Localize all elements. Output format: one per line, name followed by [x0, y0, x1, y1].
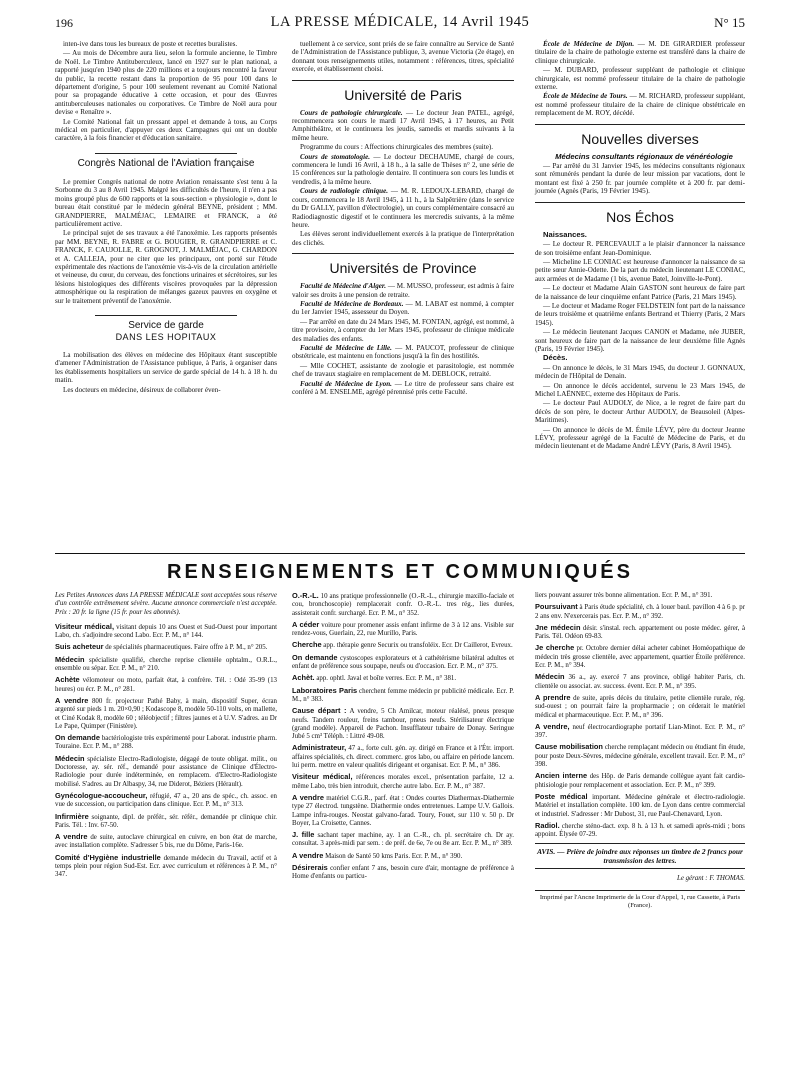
classified-ad — [55, 697, 277, 731]
ad-text: A vendre, 5 Ch Amilcar, moteur réalésé, pneus presque neufs. Tandem rouleur, freins tambour, pneus neufs. Stérilisateur électrique (grand modèle). Appareil de Pachon. Insufflateur tubaire de Donay. Seringue Jubé 5 cm³ Téléph. : Littré 49-08. — [292, 708, 514, 741]
subsection-title: Décès. — [543, 353, 568, 363]
paragraph: — Le docteur et Madame Alain GASTON sont heureux de faire part de la naissance de leur cinquième enfant Patrice (Paris, 21 Mars 1945). — [535, 284, 745, 301]
classified-ad — [55, 643, 277, 652]
item-heading: Faculté de Médecine de Lille. — [300, 343, 392, 352]
paragraph: — On annonce le décès accidentel, survenu le 23 Mars 1945, de Michel LAËNNEC, externe des Hôpitaux de Paris. — [535, 381, 745, 398]
ad-keyword: Visiteur médical, — [292, 772, 353, 782]
ad-keyword: Comité d'Hygiène industrielle — [55, 852, 161, 862]
paragraph: Le Comité National fait un pressant appel et demande à tous, au Corps médical en particulier, d'appuyer ces deux Campagnes qui ont un double caractère, à la fois financier et d'éducation sanitaire. — [55, 117, 277, 143]
journal-title: LA PRESSE MÉDICALE, 14 Avril 1945 — [270, 14, 530, 30]
item-heading: École de Médecine de Tours. — [543, 92, 628, 101]
item-text: — M. DE GIRARDIER professeur titulaire de la chaire de pathologie externe est transféré dans la chaire de clinique chirurgicale. — [535, 40, 745, 65]
paragraph: La mobilisation des élèves en médecine des Hôpitaux étant susceptible d'amener l'Administration de l'Assistance publique, à Paris, à organiser dans les établissements hospitaliers un service de garde spécial de 14 h. à 18 h. du matin. — [55, 350, 277, 385]
classified-ad — [55, 755, 277, 789]
ad-keyword: Jne médecin — [535, 622, 581, 632]
ad-text: 47 a., forte cult. gén. ay. dirigé en France et à l'Étr. import. affaires spécialités, ch. direct. commerc. gros labo, ou affaire en période lancem. lui perm. mettre en valeur qualités dirigeant et organisat. Ecr. P. M., n° 386. — [292, 745, 514, 770]
classified-ad — [535, 723, 745, 741]
printer-line: Imprimé par l'Ancne Imprimerie de la Cour d'Appel, 1, rue Cassette, à Paris (France). — [535, 890, 745, 911]
ad-text: visitant depuis 10 ans Ouest et Sud-Ouest pour important Labo, ch. s'adjoindre second Labo. Ecr. P. M., n° 144. — [55, 623, 277, 640]
classified-ad — [535, 772, 745, 790]
section-header — [292, 80, 514, 103]
paragraph: — Mlle COCHET, assistante de zoologie et parasitologie, est nommée chef de travaux stagiaire en remplacement de M. DEBLOCK, retraité. — [292, 361, 514, 379]
item-heading: Faculté de Médecine de Bordeaux. — [300, 299, 404, 308]
ad-text: pr. Octobre dernier délai acheter cabinet Homéopathique de médecin très grosse clientèle, avec appartement, quartier Étoile préférence. Ecr. P. M., n° 394. — [535, 645, 746, 670]
ad-keyword: Médecin — [535, 672, 565, 682]
ad-keyword: A vendre — [292, 792, 324, 802]
ad-keyword: Administrateur, — [292, 743, 347, 753]
paragraph — [292, 187, 514, 229]
ad-keyword: A prendre — [535, 692, 571, 702]
paragraph: — Le médecin lieutenant Jacques CANON et Madame, née JUBER, sont heureux de faire part de la naissance de leur deuxième fille Agnès (Paris, 19 Février 1945). — [535, 328, 745, 353]
ad-keyword: On demande — [55, 733, 100, 743]
ads-column-1 — [55, 592, 277, 883]
ad-text: sachant taper machine, ay. 1 an C.-R., ch. pl. secrétaire ch. Dr ay. consultat. 3 après-midi par sem. : de préf. de 6e, 7e ou 8e arr. Ecr. P. M., n° 389. — [292, 832, 515, 848]
ad-keyword: Poste médical — [535, 791, 588, 801]
divider — [535, 124, 745, 125]
ad-text: app. ophtl. Javal et boîte verres. Ecr. P. M., n° 381. — [314, 675, 457, 683]
ad-keyword: Laboratoires Paris — [292, 685, 358, 695]
ad-text: à Paris étude spécialité, ch. à louer baul. pavillon 4 à 6 p. pr 2 ans env. N'exercerais pas. Ecr. P. M., n° 392. — [535, 604, 745, 620]
ad-text: confier enfant 7 ans, besoin cure d'air, montagne de préférence à Home d'enfants ou particu- — [292, 865, 514, 881]
ads-column-3 — [535, 592, 745, 910]
classified-ad — [292, 707, 514, 741]
item-text: — M. MUSSO, professeur, est admis à faire valoir ses droits à une pension de retraite. — [292, 282, 514, 299]
ad-keyword: Cause mobilisation — [535, 742, 603, 752]
ad-text: spécialiste qualifié, cherche reprise clientèle ophtalm., O.R.L., ensemble ou sépar. Ecr. P. M., n° 210. — [55, 656, 277, 673]
item-heading: Médecins consultants régionaux de vénéréologie — [555, 151, 733, 161]
banner-title: RENSEIGNEMENTS ET COMMUNIQUÉS — [167, 561, 633, 583]
paragraph: Les docteurs en médecine, désireux de collaborer éven- — [63, 385, 221, 394]
classified-ad: liers pouvant assurer très bonne alimentation. Ecr. P. M., n° 391. — [535, 592, 713, 599]
notice-box: AVIS. — Prière de joindre aux réponses un timbre de 2 francs pour transmission des lettres. — [535, 843, 745, 869]
classified-ad — [55, 676, 277, 694]
item-text: — Le docteur DECHAUME, chargé de cours, commencera le lundi 16 Avril, à 18 h., à la salle de Thèses n° 2, une série de 15 conférences sur la pathologie dentaire. Il continuera son cours les lundis et vendredis, à la même heure. — [292, 152, 514, 186]
page-header — [55, 14, 745, 32]
item-text: — M. PAUCOT, professeur de clinique obstétricale, est maintenu en fonctions jusqu'à la fin des hostilités. — [292, 343, 514, 361]
classified-ad — [292, 864, 514, 882]
classified-ad — [535, 624, 745, 642]
paragraph: — On annonce le décès de M. Émile LÉVY, père du docteur Jeanne LÉVY, professeur agrégé de la Faculté de Médecine de Paris, et du médecin lieutenant et de Madame André LÉVY (Paris, 8 Avril 1945). — [535, 425, 745, 451]
divider — [535, 202, 745, 203]
ad-keyword: Infirmière — [55, 811, 89, 821]
ad-text: cherche sténo-dact. exp. 8 h. à 13 h. et samedi après-midi ; bons appoint. Élysée 07-29. — [535, 822, 745, 839]
ad-text: spécialiste Electro-Radiologiste, dégagé de toute obligat. milit., ou Doctoresse, ay. sér. réf., demandé pour assistance de Clinique d'Électro-Radiologie pour durée indéterminée, en remplacem. d'Electro-Radiologiste mobilisé. S'adres. au Dr Albaspy, 34, rue Diderot, Béziers (Hérault). — [55, 755, 277, 788]
column-1 — [55, 40, 277, 395]
ad-keyword: On demande — [292, 652, 338, 662]
ad-keyword: Je cherche — [535, 643, 575, 653]
paragraph: — Par arrêté du 31 Janvier 1945, les médecins consultants régionaux sont rémunérés pendant la durée de leur mission par vacations, dont le montant est fixé à 250 fr. par journée complète et à 200 fr. par demi-journée (Agnès (Paris, 19 Février 1945). — [535, 162, 745, 196]
paragraph: — Par arrêté en date du 24 Mars 1945, M. FONTAN, agrégé, est nommé, à titre provisoire, à compter du 1er Mars 1945, professeur de clinique médicale des maladies des enfants. — [292, 317, 514, 343]
ad-keyword: J. fille — [292, 830, 315, 840]
classified-ad — [535, 644, 745, 670]
divider — [292, 253, 514, 254]
divider — [95, 315, 237, 316]
classified-ad — [292, 794, 514, 828]
section-title: Service de garde — [128, 319, 204, 331]
column-2 — [292, 40, 514, 397]
ad-text: de spécialités pharmaceutiques. Faire offre à P. M., n° 205. — [103, 644, 268, 652]
ad-keyword: Gynécologue-accoucheur, — [55, 790, 148, 800]
classified-ad — [55, 792, 277, 810]
classified-ad — [535, 603, 745, 621]
divider — [292, 80, 514, 81]
ad-text: cystoscopes explorateurs et à cathétérisme bilatéral adultes et enfant de préférence sous soupape, neufs ou d'occasion. Ecr. P. M., n° 375. — [292, 654, 514, 671]
ad-keyword: Achèt. — [292, 673, 315, 683]
ad-text: voiture pour promener assis enfant infirme de 3 à 12 ans. Visible sur rendez-vous, Guerlain, 22, rue Murillo, Paris. — [292, 621, 514, 638]
ad-keyword: O.-R.-L. — [292, 591, 319, 600]
section-title: Nos Échos — [606, 208, 674, 225]
item-text: — M. LABAT est nommé, à compter du 1er Janvier 1945, assesseur du Doyen. — [292, 299, 515, 317]
ad-keyword: Suis acheteur — [55, 642, 104, 652]
classified-ad — [535, 822, 745, 840]
section-title: Universités de Province — [329, 260, 477, 277]
paragraph — [535, 92, 745, 117]
ad-text: app. thérapie genre Securix ou transfoléix. Ecr. Dr Caillerot, Evreux. — [321, 642, 513, 650]
ad-text: important. Médecine générale et électro-radiologie. Matériel et installation complète. 100 km. de Lyon dans centre commercial et industriel. S'adresser : Mr Dubost, 31, rue Paul-Chenavard, Lyon. — [535, 793, 745, 818]
ad-text: demande médecin du Travail, actif et à temps plein pour région Sud-Est. Ecr. avec curriculum et références à P. M., n° 347. — [55, 854, 277, 879]
ad-keyword: A vendre, — [535, 721, 570, 731]
ads-intro: Les Petites Annonces dans LA PRESSE MÉDICALE sont acceptées sous réserve d'un contrôle extrêmement sévère. Aucune annonce commerciale n'est acceptée. Prix : 20 fr. la ligne (15 fr. pour les abonnés). — [55, 592, 277, 616]
ad-text: de suite, autoclave chirurgical en cuivre, en bon état de marche, avec installation complète. S'adresser 5 bis, rue du Dôme, Paris-16e. — [55, 834, 277, 850]
ad-text: vélomoteur ou moto, parfait état, à confrère. Tél. : Odé 35-99 (13 heures) ou écr. P. M., n° 281. — [55, 677, 277, 693]
section-title: Université de Paris — [344, 86, 462, 103]
item-text: — Le titre de professeur sans chaire est conféré à M. ENSELME, agrégé pérennisé près cette Faculté. — [292, 379, 515, 396]
classified-ad — [292, 674, 514, 683]
paragraph: — M. DUBARD, professeur suppléant de pathologie et clinique chirurgicale, est nommé professeur titulaire de la chaire de pathologie externe. — [535, 66, 745, 92]
classified-ad — [55, 734, 277, 752]
section-header — [55, 315, 277, 343]
ad-text: Maison de Santé 50 kms Paris. Ecr. P. M., n° 390. — [323, 852, 463, 860]
classified-ad — [55, 833, 277, 851]
classified-ad — [292, 687, 514, 705]
paragraph — [292, 300, 514, 317]
ad-keyword: A vendre — [55, 695, 89, 705]
classified-ad — [292, 592, 514, 618]
ad-text: de suite, après décès du titulaire, petite clientèle rurale, rég. sud-ouest ; on pourrait faire la propharmacie ; on céderait le matériel médical et pharmaceutique. Ecr. P. M., n° 396. — [535, 694, 745, 719]
section-header — [535, 202, 745, 225]
classified-ad — [292, 641, 514, 650]
classified-ad — [535, 694, 745, 720]
ad-text: neuf électrocardiographe portatif Lian-Minot. Ecr. P. M., n° 397. — [535, 723, 745, 740]
ad-keyword: Cherche — [292, 640, 322, 650]
ad-text: des Hôp. de Paris demande collègue ayant fait cardio-phtisiologie pour remplacement et association. Ecr. P. M., n° 399. — [535, 773, 746, 789]
item-heading: Cours de pathologie chirurgicale. — [300, 108, 403, 117]
classified-ad — [55, 656, 277, 674]
ad-text: références morales excel., présentation parfaite, 12 a. même Labo, très bien introduit, cherche autre labo. Ecr. P. M., n° 387. — [292, 774, 514, 790]
ad-keyword: A céder — [292, 619, 320, 629]
ad-text: soignante, dipl. de préfér., sér. référ., demandée pr clinique chir. Paris. Tél. : Inv. 67-50. — [55, 813, 277, 829]
ad-text: 800 fr. projecteur Pathé Baby, à main, dispositif Super, écran argenté sur pieds 1 m. 20×0,90 ; Kodascope 8, modèle 50-110 volts, en mallette, et Ciné Kodak 8, modèle 60 ; téléobjectif ; filtres jaunes et à U.V. S'adres. au Dr Le Pape, Quimper (Finistère). — [55, 697, 278, 730]
classified-ad — [55, 854, 277, 880]
ad-keyword: Ancien interne — [535, 771, 588, 781]
classified-ad — [535, 793, 745, 819]
classified-ad — [55, 813, 277, 831]
section-header — [292, 253, 514, 276]
issue-number: N° 15 — [714, 15, 745, 30]
paragraph — [292, 344, 514, 361]
ad-keyword: A vendre — [55, 832, 88, 842]
page-number: 196 — [55, 16, 73, 30]
paragraph: Le premier Congrès national de notre Aviation renaissante s'est tenu à la Sorbonne du 3 au 8 Avril 1945. Malgré les difficultés de l'heure, il n'en a pas moins groupé plus de 600 rapports et la sous-section « physiologie », dont le bureau était constitué par le médecin général BEYNE, président ; MM. GRANDPIERRE, MALMÉJAC, LEMAIRE et FRANCK, a été particulièrement active. — [55, 177, 277, 228]
classified-ad — [292, 852, 514, 861]
section-subtitle: DANS LES HOPITAUX — [115, 331, 217, 342]
item-heading: Faculté de Médecine de Lyon. — [300, 379, 392, 388]
ad-text: 10 ans pratique professionnelle (O.-R.-L., chirurgie maxillo-faciale et cou, bronchoscopie) remplacerait confr. O.-R.-L. tres rég., lies durées, assisterait confr. surchargé. Ecr. P. M., n° 352. — [292, 593, 514, 617]
paragraph: — Au mois de Décembre aura lieu, selon la formule ancienne, le Timbre de Noël. Le Timbre Antituberculeux, lancé en 1927 sur le plan national, a rapporté jusqu'en 1940 plus de 220 millions et a toujours rencontré la faveur du public, la recette restant dans la proportion de 95 pour 100 dans le département d'origine, 5 pour 100 seulement revenant au Comité National pour sa propagande éducative à cette occasion, et pour des Œuvres antituberculeuses nationales ou corporatives. Ce Timbre de Noël aura pour devise « Renaître ». — [55, 49, 277, 117]
classifieds-banner — [55, 553, 745, 583]
paragraph — [535, 40, 745, 65]
ad-text: cherchent femme médecin pr publicité médicale. Ecr. P. M., n° 383. — [292, 687, 514, 703]
ad-keyword: Médecin — [55, 654, 85, 664]
section-title: Congrès National de l'Aviation française — [77, 157, 255, 169]
manager-line: Le gérant : F. THOMAS. — [676, 875, 745, 883]
ad-keyword: Radiol. — [535, 820, 560, 830]
ad-text: bactériologiste très expérimenté pour Laborat. industrie pharm. Touraine. Ecr. P. M., n° 288. — [55, 735, 277, 751]
paragraph: — Le docteur Paul AUDOLY, de Nice, a le regret de faire part du décès de son père, le docteur Arthur AUDOLY, de Beausoleil (Alpes-Maritimes). — [535, 399, 745, 425]
classified-ad — [292, 621, 514, 639]
subsection-title: Naissances. — [543, 229, 587, 239]
paragraph: — Le docteur et Madame Roger FELDSTEIN font part de la naissance de leurs troisième et quatrième enfants Bertrand et Thierry (Paris, 2 Mars 1945). — [535, 301, 745, 327]
classified-ad — [292, 831, 514, 849]
ads-column-2 — [292, 592, 514, 885]
item-heading: Cours de stomatologie. — [300, 152, 370, 161]
paragraph — [292, 282, 514, 299]
ad-keyword: Désirerais — [292, 863, 328, 873]
paragraph — [292, 153, 514, 187]
paragraph: — On annonce le décès, le 31 Mars 1945, du docteur J. GONNAUX, médecin de l'Hôpital de Denain. — [535, 363, 745, 381]
item-text: — Le docteur Jean PATEL, agrégé, recommencera son cours le mardi 17 Avril 1945, à 17 heures, au Petit Amphithéâtre, et le continuera les jeudis, samedis et mardis suivants à la même heure. — [292, 108, 514, 142]
item-text: — M. R. LEDOUX-LEBARD, chargé de cours, commencera le 18 Avril 1945, à 11 h., à la Salpêtrière (dans le service du Dr GALLY, pavillon d'électrologie), un cours complémentaire consacré au Radiodiagnostic digestif et le continuera les mercredis suivants, à la même heure. — [292, 187, 514, 229]
ad-keyword: Poursuivant — [535, 602, 578, 612]
paragraph: Programme du cours : Affections chirurgicales des membres (suite). — [300, 143, 493, 152]
paragraph: — Micheline LE CONIAC est heureuse d'annoncer la naissance de sa petite sœur Annie-Odette. De la part du médecin lieutenant LE CONIAC, aux armées et de Madame (1 bis, avenue Batel, Joinville-le-Pont). — [535, 257, 745, 283]
classified-ad — [535, 673, 745, 691]
ad-text: matériel C.G.R., parf. état : Ondes courtes Diathermax-Diathermie type 27 électrod. tungstène. Diathermie ondes entretenues. Lampe U.V. Gallois. Lampe infra-rouges. Neostat galvano-farad. Toury, Fouet, sur 110 v. 50 p. Dr Boyer, La Croisette, Cannes. — [292, 794, 514, 827]
item-heading: Cours de radiologie clinique. — [300, 187, 388, 196]
ad-keyword: A vendre — [292, 850, 324, 860]
ad-text: 36 a., ay. exercé 7 ans province, obligé habiter Paris, ch. clientèle ou associat. av. success. évent. Ecr. P. M., n° 395. — [535, 674, 745, 690]
item-heading: École de Médecine de Dijon. — [543, 40, 635, 48]
divider — [95, 153, 237, 154]
column-3 — [535, 40, 745, 452]
classified-ad — [292, 773, 514, 791]
divider — [55, 553, 745, 554]
ad-keyword: Cause départ : — [292, 706, 347, 716]
section-title: Nouvelles diverses — [581, 130, 699, 147]
ad-text: réfugié, 47 a., 20 ans de spéc., ch. assoc. en vue de succession, ou participation dans clinique. Ecr. P. M., n° 313. — [55, 792, 277, 809]
paragraph — [292, 380, 514, 397]
paragraph: tuellement à ce service, sont priés de se faire connaître au Service de Santé de l'Administration de l'Assistance publique, 3, avenue Victoria (2e étage), en donnant tous renseignements utiles, notamment : références, titres, spécialité exercée, et établissement choisi. — [292, 40, 514, 74]
section-header — [55, 153, 277, 170]
ad-text: désir. s'instal. rech. appartement ou poste médec. gérer, à Paris. Tél. Odéon 69-83. — [535, 624, 745, 641]
classified-ad — [55, 623, 277, 641]
item-text: — M. RICHARD, professeur suppléant, est nommé professeur titulaire de la chaire de clinique obstétricale en remplacement de M. ROY, décédé. — [535, 92, 745, 118]
classified-ad — [292, 654, 514, 672]
classified-ad — [535, 743, 745, 769]
item-heading: Faculté de Médecine d'Alger. — [300, 282, 387, 291]
ad-keyword: Visiteur médical, — [55, 621, 115, 631]
ad-keyword: Médecin — [55, 753, 85, 763]
paragraph — [292, 109, 514, 143]
paragraph: Les élèves seront individuellement exercés à la pratique de l'interprétation des clichés. — [292, 230, 514, 247]
ad-keyword: Achète — [55, 675, 80, 685]
classified-ad — [292, 744, 514, 770]
paragraph: — Le docteur R. PERCEVAULT a le plaisir d'annoncer la naissance de son troisième enfant Jean-Dominique. — [535, 240, 745, 257]
paragraph: Le principal sujet de ses travaux a été l'anoxémie. Les rapports présentés par MM. BEYNE, R. FABRE et G. BOUGIER, R. GRANDPIERRE et C. FRANCK, F. CAUJOLLE, R. GROGNOT, J. MALMÉJAC, G. CHARDON et A. CALLEJA, pour ne citer que les principaux, ont porté sur l'étude expérimentale des réactions de l'anoxémie vis-à-vis de la circulation artérielle et veineuse, du cœur, du cerveau, des fonctions urinaires et sécrétoires, sur les lésions histologiques des différents viscères provoquées par la dépression atmosphérique ou la respiration de mélanges gazeux pauvres en oxygène et sur le traitement préventif de l'anoxémie. — [55, 229, 277, 305]
section-header — [535, 124, 745, 147]
ad-text: cherche remplaçant médecin ou étudiant fin étude, pour poste Deux-Sèvres, médecine générale, excellent travail. Ecr. P. M., n° 398. — [535, 744, 746, 769]
paragraph: inten-ive dans tous les bureaux de poste et recettes buralistes. — [63, 40, 238, 48]
